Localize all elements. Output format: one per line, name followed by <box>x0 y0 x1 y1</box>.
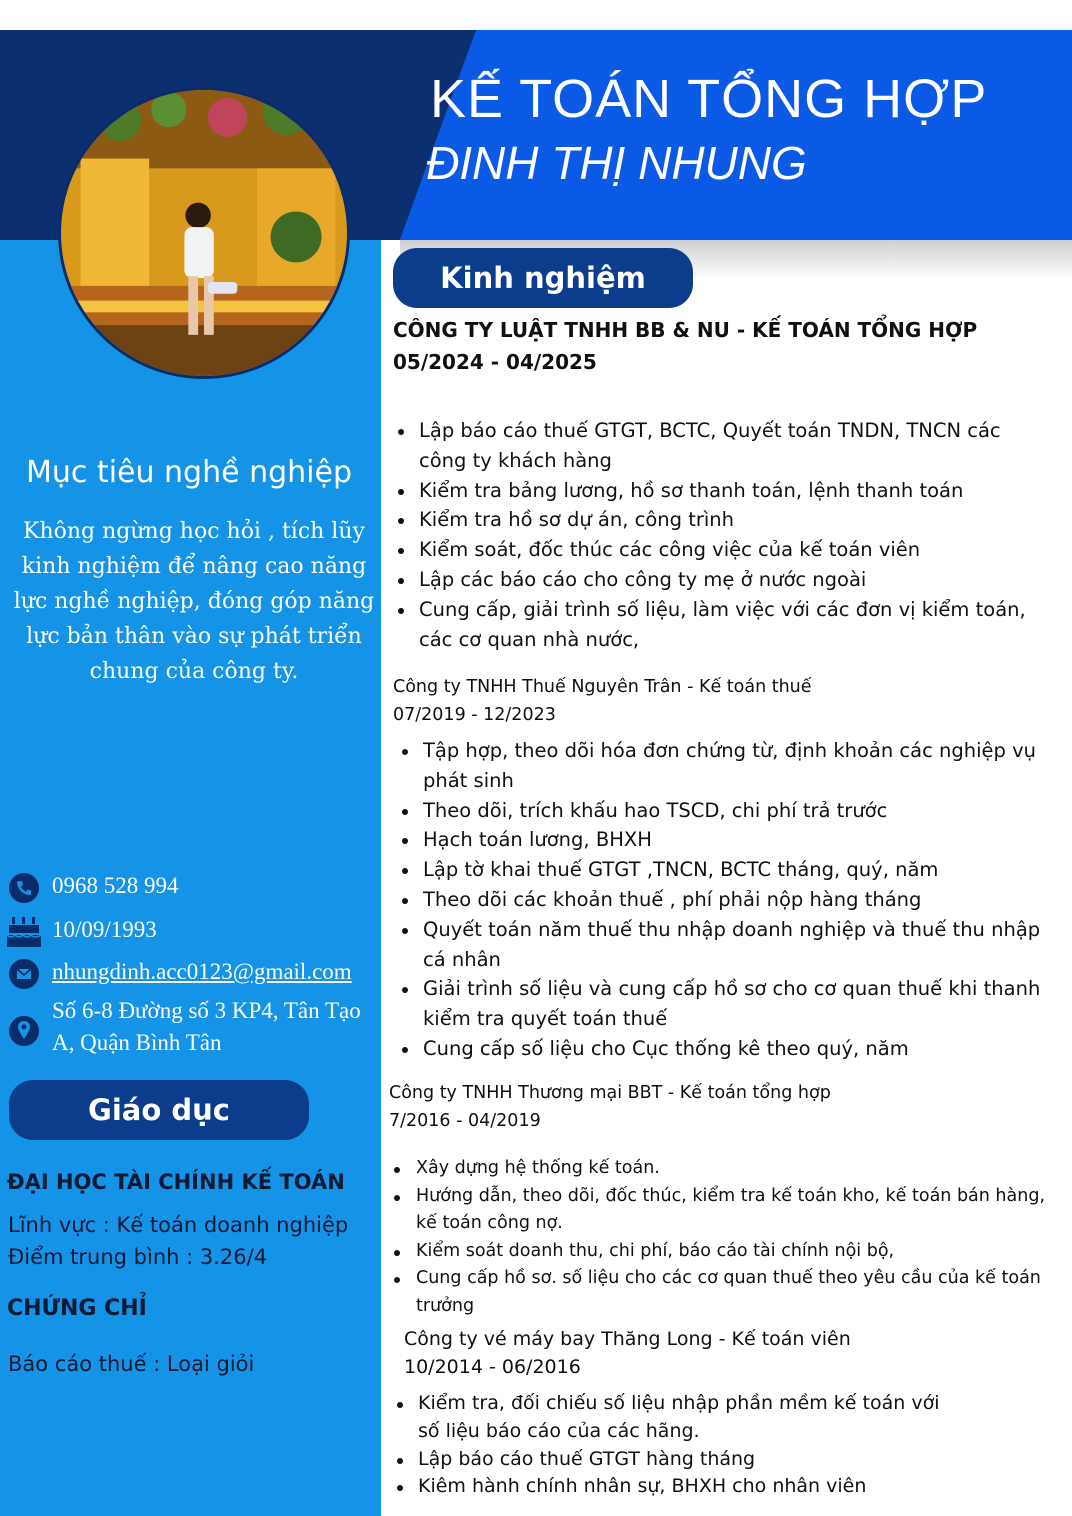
education-school: ĐẠI HỌC TÀI CHÍNH KẾ TOÁN <box>7 1170 345 1194</box>
list-item: Kiểm tra bảng lương, hồ sơ thanh toán, lệnh thanh toán <box>393 476 1043 506</box>
objective-text: Không ngừng học hỏi , tích lũy kinh nghiệm để nâng cao năng lực nghề nghiệp, đóng góp năng lực bản thân vào sự phát triển chung của công ty. <box>13 519 375 684</box>
job-header <box>404 1325 851 1381</box>
contact-email <box>6 956 382 992</box>
list-item: Kiểm tra hồ sơ dự án, công trình <box>393 505 1043 535</box>
list-item: Kiểm tra, đối chiếu số liệu nhập phần mềm kế toán với số liệu báo cáo của các hãng. <box>393 1390 953 1446</box>
list-item: Tập hợp, theo dõi hóa đơn chứng từ, định khoản các nghiệp vụ phát sinh <box>398 736 1048 796</box>
experience-heading: Kinh nghiệm <box>393 248 693 308</box>
list-item: Hướng dẫn, theo dõi, đốc thúc, kiểm tra kế toán kho, kế toán bán hàng, kế toán công nợ. <box>390 1183 1050 1238</box>
job-duties-list <box>393 1390 953 1501</box>
job-duties-list <box>393 416 1043 654</box>
phone-number: 0968 528 994 <box>52 873 179 898</box>
list-item: Lập báo cáo thuế GTGT, BCTC, Quyết toán TNDN, TNCN các công ty khách hàng <box>393 416 1043 476</box>
list-item: Quyết toán năm thuế thu nhập doanh nghiệp và thuế thu nhập cá nhân <box>398 915 1048 975</box>
list-item: Lập các báo cáo cho công ty mẹ ở nước ngoài <box>393 565 1043 595</box>
job-period: 07/2019 - 12/2023 <box>393 705 556 725</box>
profile-photo <box>61 90 347 376</box>
list-item: Xây dựng hệ thống kế toán. <box>390 1155 1050 1183</box>
education-heading: Giáo dục <box>9 1080 309 1140</box>
job-title-company: Công ty TNHH Thương mại BBT - Kế toán tổng hợp <box>389 1083 831 1103</box>
job-header <box>389 1079 831 1135</box>
list-item: Lập tờ khai thuế GTGT ,TNCN, BCTC tháng, quý, năm <box>398 855 1048 885</box>
certificate-heading: CHỨNG CHỈ <box>7 1296 147 1321</box>
cake-icon <box>6 914 42 950</box>
job-header <box>393 314 977 378</box>
job-title-company: CÔNG TY LUẬT TNHH BB & NU - KẾ TOÁN TỔNG HỢP <box>393 318 978 342</box>
job-duties-list <box>398 736 1048 1064</box>
home-address: Số 6-8 Đường số 3 KP4, Tân Tạo A, Quận Bình Tân <box>52 998 361 1055</box>
email-address[interactable]: nhungdinh.acc0123@gmail.com <box>52 959 352 984</box>
job-period: 10/2014 - 06/2016 <box>404 1356 581 1378</box>
job-header <box>393 673 812 729</box>
contact-phone <box>6 870 382 906</box>
location-pin-icon <box>6 1013 42 1049</box>
job-title-company: Công ty TNHH Thuế Nguyên Trân - Kế toán thuế <box>393 677 812 697</box>
list-item: Lập báo cáo thuế GTGT hàng tháng <box>393 1446 953 1474</box>
list-item: Theo dõi, trích khấu hao TSCD, chi phí trả trước <box>398 796 1048 826</box>
job-duties-list <box>390 1155 1050 1320</box>
job-title-company: Công ty vé máy bay Thăng Long - Kế toán viên <box>404 1328 851 1350</box>
job-period: 05/2024 - 04/2025 <box>393 350 597 374</box>
list-item: Kiểm soát, đốc thúc các công việc của kế toán viên <box>393 535 1043 565</box>
certificate-item: Báo cáo thuế : Loại giỏi <box>8 1352 255 1376</box>
person-name: ĐINH THỊ NHUNG <box>426 137 807 189</box>
job-title: KẾ TOÁN TỔNG HỢP <box>430 69 988 129</box>
objective-heading: Mục tiêu nghề nghiệp <box>26 455 353 490</box>
top-margin <box>0 0 1072 30</box>
list-item: Hạch toán lương, BHXH <box>398 825 1048 855</box>
education-field: Lĩnh vực : Kế toán doanh nghiệp <box>8 1213 349 1237</box>
contact-address <box>6 995 382 1059</box>
list-item: Theo dõi các khoản thuế , phí phải nộp hàng tháng <box>398 885 1048 915</box>
contact-birthday <box>6 914 382 950</box>
job-period: 7/2016 - 04/2019 <box>389 1111 541 1131</box>
phone-icon <box>6 870 42 906</box>
education-gpa: Điểm trung bình : 3.26/4 <box>8 1245 268 1269</box>
list-item: Cung cấp số liệu cho Cục thống kê theo quý, năm <box>398 1034 1048 1064</box>
mail-icon <box>6 956 42 992</box>
list-item: Cung cấp hồ sơ. số liệu cho các cơ quan thuế theo yêu cầu của kế toán trưởng <box>390 1265 1050 1320</box>
list-item: Cung cấp, giải trình số liệu, làm việc với các đơn vị kiểm toán, các cơ quan nhà nước, <box>393 595 1043 655</box>
birth-date: 10/09/1993 <box>52 917 157 942</box>
list-item: Kiêm hành chính nhân sự, BHXH cho nhân viên <box>393 1473 953 1501</box>
list-item: Giải trình số liệu và cung cấp hồ sơ cho cơ quan thuế khi thanh kiểm tra quyết toán thuế <box>398 974 1048 1034</box>
list-item: Kiểm soát doanh thu, chi phí, báo cáo tài chính nội bộ, <box>390 1238 1050 1266</box>
avatar <box>58 87 350 379</box>
